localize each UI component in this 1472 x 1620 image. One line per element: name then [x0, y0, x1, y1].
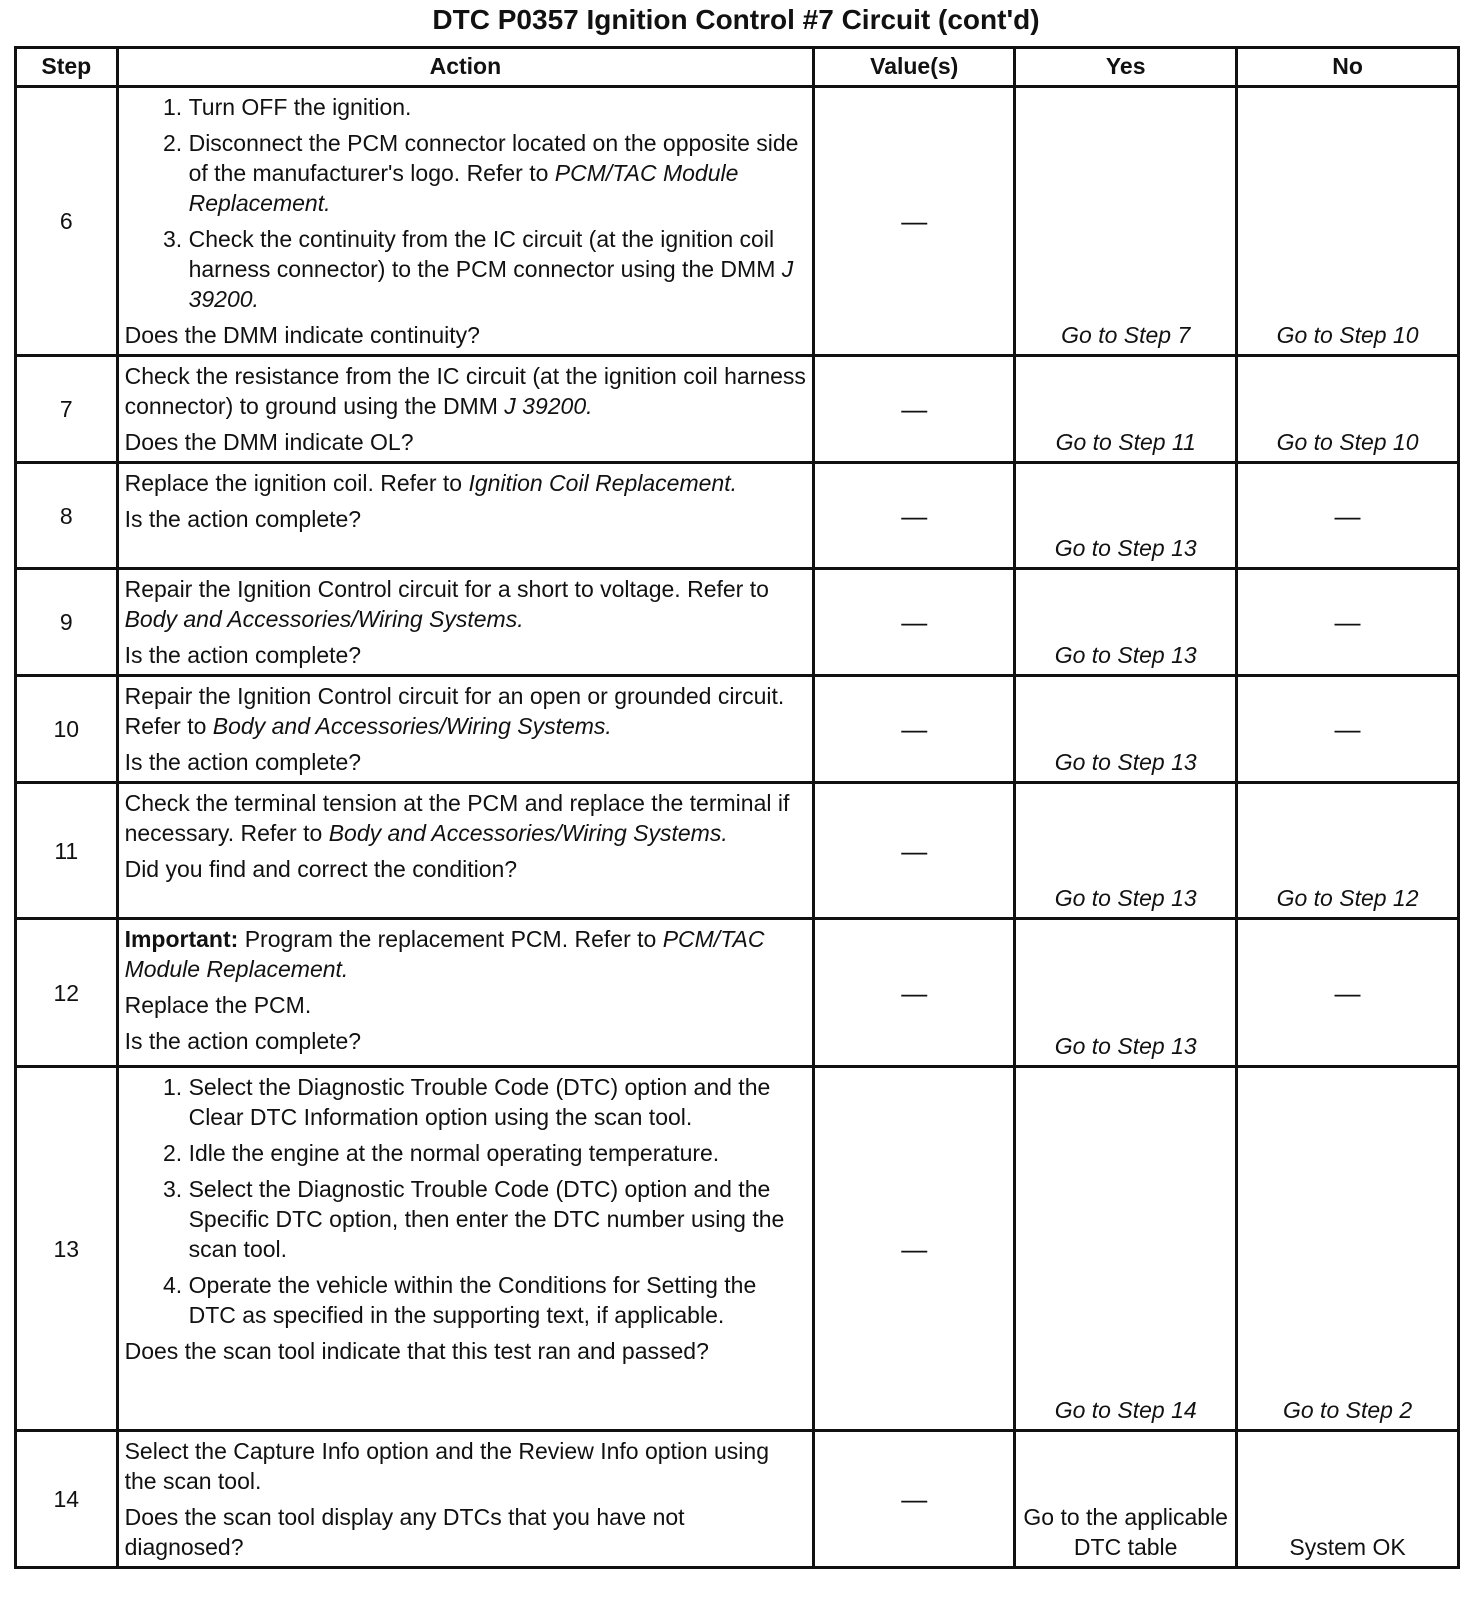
- value-cell: —: [814, 783, 1015, 919]
- step-number: 11: [16, 783, 118, 919]
- step-number: 12: [16, 919, 118, 1067]
- action-cell: [117, 463, 814, 569]
- no-cell: Go to Step 10: [1237, 87, 1459, 356]
- action-cell: [117, 783, 814, 919]
- step-number: 14: [16, 1431, 118, 1568]
- no-cell: —: [1237, 676, 1459, 783]
- question: Does the scan tool indicate that this test ran and passed?: [124, 1338, 709, 1364]
- value-cell: —: [814, 919, 1015, 1067]
- value-cell: —: [814, 463, 1015, 569]
- action-cell: [117, 919, 814, 1067]
- question: Is the action complete?: [124, 506, 362, 532]
- table-row: [16, 569, 1459, 676]
- reference: Body and Accessories/Wiring Systems.: [124, 606, 524, 632]
- step-number: 10: [16, 676, 118, 783]
- action-cell: [117, 569, 814, 676]
- action-item: 3. Check the continuity from the IC circuit (at the ignition coil harness connector) to the PCM connector using the DMM J 39200.: [189, 224, 807, 314]
- question: Does the scan tool display any DTCs that you have not diagnosed?: [124, 1504, 685, 1560]
- no-cell: —: [1237, 569, 1459, 676]
- header-no: No: [1237, 48, 1459, 87]
- action-text: Repair the Ignition Control circuit for an open or grounded circuit. Refer to Body and Accessories/Wiring Systems.: [124, 683, 785, 739]
- header-yes: Yes: [1015, 48, 1237, 87]
- header-step: Step: [16, 48, 118, 87]
- value-cell: —: [814, 676, 1015, 783]
- question: Is the action complete?: [124, 1028, 362, 1054]
- step-number: 8: [16, 463, 118, 569]
- reference: J 39200.: [504, 393, 593, 419]
- action-cell: [117, 356, 814, 463]
- reference: PCM/TAC Module Replacement.: [124, 926, 765, 982]
- action-item: 4. Operate the vehicle within the Conditions for Setting the DTC as specified in the supporting text, if applicable.: [189, 1270, 807, 1330]
- question: Is the action complete?: [124, 749, 362, 775]
- table-row: [16, 783, 1459, 919]
- action-item: 2. Disconnect the PCM connector located on the opposite side of the manufacturer's logo. Refer to PCM/TAC Module Replacement.: [189, 128, 807, 218]
- yes-cell: Go to Step 13: [1015, 783, 1237, 919]
- no-cell: —: [1237, 919, 1459, 1067]
- yes-cell: Go to Step 7: [1015, 87, 1237, 356]
- action-item: 1. Select the Diagnostic Trouble Code (DTC) option and the Clear DTC Information option using the scan tool.: [189, 1072, 807, 1132]
- step-number: 9: [16, 569, 118, 676]
- reference: Body and Accessories/Wiring Systems.: [212, 713, 612, 739]
- no-cell: Go to Step 10: [1237, 356, 1459, 463]
- no-cell: System OK: [1237, 1431, 1459, 1568]
- no-cell: Go to Step 12: [1237, 783, 1459, 919]
- yes-cell: Go to Step 13: [1015, 463, 1237, 569]
- no-cell: Go to Step 2: [1237, 1067, 1459, 1431]
- step-number: 13: [16, 1067, 118, 1431]
- value-cell: —: [814, 1067, 1015, 1431]
- action-cell: [117, 676, 814, 783]
- step-number: 7: [16, 356, 118, 463]
- step-number: 6: [16, 87, 118, 356]
- yes-cell: Go to Step 13: [1015, 919, 1237, 1067]
- action-text: Check the terminal tension at the PCM and replace the terminal if necessary. Refer to Body and Accessories/Wiring Systems.: [124, 790, 790, 846]
- yes-cell: Go to the applicable DTC table: [1015, 1431, 1237, 1568]
- action-text: Replace the ignition coil. Refer to Ignition Coil Replacement.: [124, 470, 737, 496]
- yes-cell: Go to Step 11: [1015, 356, 1237, 463]
- action-item: 2. Idle the engine at the normal operating temperature.: [189, 1138, 807, 1168]
- action-text: Check the resistance from the IC circuit (at the ignition coil harness connector) to ground using the DMM J 39200.: [124, 363, 806, 419]
- question: Does the DMM indicate OL?: [124, 429, 414, 455]
- action-text: Replace the PCM.: [124, 992, 312, 1018]
- action-text: Important: Program the replacement PCM. Refer to PCM/TAC Module Replacement.: [124, 926, 765, 982]
- table-row: [16, 463, 1459, 569]
- table-header-row: [16, 48, 1459, 87]
- table-row: [16, 356, 1459, 463]
- value-cell: —: [814, 1431, 1015, 1568]
- table-row: [16, 87, 1459, 356]
- reference: Ignition Coil Replacement.: [468, 470, 737, 496]
- action-cell: [117, 1431, 814, 1568]
- question: Did you find and correct the condition?: [124, 856, 518, 882]
- value-cell: —: [814, 356, 1015, 463]
- reference: PCM/TAC Module Replacement.: [188, 160, 739, 216]
- question: Does the DMM indicate continuity?: [124, 322, 480, 348]
- yes-cell: Go to Step 13: [1015, 676, 1237, 783]
- question: Is the action complete?: [124, 642, 362, 668]
- action-item: 1. Turn OFF the ignition.: [189, 92, 807, 122]
- no-cell: —: [1237, 463, 1459, 569]
- important-label: Important:: [124, 926, 239, 952]
- action-text: Repair the Ignition Control circuit for a short to voltage. Refer to Body and Accessories/Wiring Systems.: [124, 576, 769, 632]
- value-cell: —: [814, 569, 1015, 676]
- table-row: [16, 676, 1459, 783]
- reference: J 39200.: [188, 256, 794, 312]
- action-text: Select the Capture Info option and the Review Info option using the scan tool.: [124, 1438, 770, 1494]
- action-cell: [117, 1067, 814, 1431]
- table-row: [16, 1067, 1459, 1431]
- table-row: [16, 919, 1459, 1067]
- header-values: Value(s): [814, 48, 1015, 87]
- header-action: Action: [117, 48, 814, 87]
- value-cell: —: [814, 87, 1015, 356]
- yes-cell: Go to Step 13: [1015, 569, 1237, 676]
- action-cell: [117, 87, 814, 356]
- action-item: 3. Select the Diagnostic Trouble Code (DTC) option and the Specific DTC option, then enter the DTC number using the scan tool.: [189, 1174, 807, 1264]
- table-row: [16, 1431, 1459, 1568]
- diagnostic-table: [14, 46, 1460, 1569]
- yes-cell: Go to Step 14: [1015, 1067, 1237, 1431]
- page-title: DTC P0357 Ignition Control #7 Circuit (cont'd): [432, 4, 1040, 35]
- reference: Body and Accessories/Wiring Systems.: [328, 820, 728, 846]
